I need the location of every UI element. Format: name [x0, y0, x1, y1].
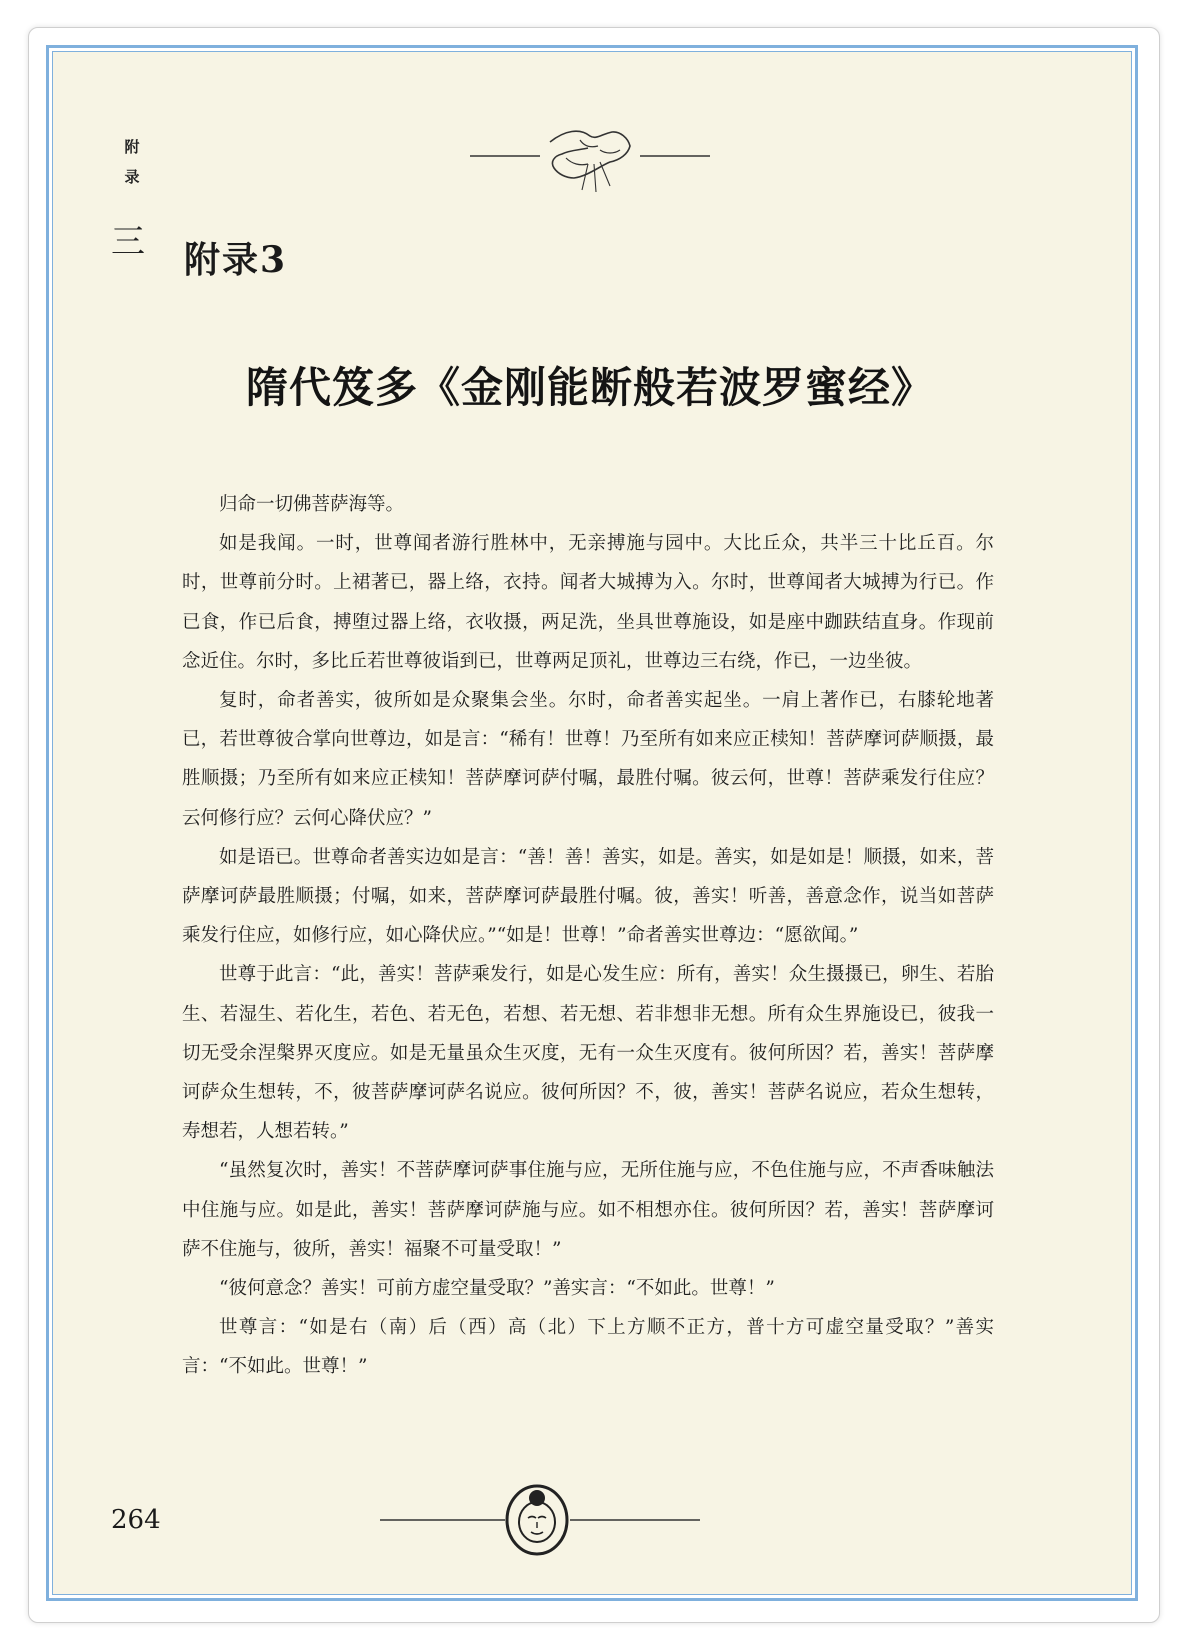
- body-text: [182, 485, 994, 1387]
- ornament-hands-icon: [470, 120, 710, 200]
- page-title: 隋代笈多《金刚能断般若波罗蜜经》: [245, 363, 934, 412]
- paragraph: 如是我闻。一时，世尊闻者游行胜林中，无亲搏施与园中。大比丘众，共半三十比丘百。尔时，世尊前分时。上裙著已，器上络，衣持。闻者大城搏为入。尔时，世尊闻者大城搏为行已。作已食，作已后食，搏堕过器上络，衣收摄，两足洗，坐具世尊施设，如是座中跏趺结直身。作现前念近住。尔时，多比丘若世尊彼诣到已，世尊两足顶礼，世尊边三右绕，作已，一边坐彼。: [182, 533, 994, 672]
- paragraph: 归命一切佛菩萨海等。: [219, 494, 405, 515]
- paragraph: 世尊于此言：“此，善实！菩萨乘发行，如是心发生应：所有，善实！众生摄摄已，卵生、若胎生、若湿生、若化生，若色、若无色，若想、若无想、若非想非无想。所有众生界施设已，彼我一切无受余涅槃界灭度应。如是无量虽众生灭度，无有一众生灭度有。彼何所因？若，善实！菩萨摩诃萨众生想转，不，彼菩萨摩诃萨名说应。彼何所因？不，彼，善实！菩萨名说应，若众生想转，寿想若，人想若转。”: [182, 964, 994, 1143]
- appendix-heading: 附录3: [184, 239, 288, 281]
- side-section-number: 三: [111, 222, 145, 262]
- paragraph: 世尊言：“如是右（南）后（西）高（北）下上方顺不正方，普十方可虚空量受取？”善实言：“不如此。世尊！”: [182, 1317, 994, 1378]
- paragraph: 复时，命者善实，彼所如是众聚集会坐。尔时，命者善实起坐。一肩上著作已，右膝轮地著已，若世尊彼合掌向世尊边，如是言：“稀有！世尊！乃至所有如来应正椟知！菩萨摩诃萨顺摄，最胜顺摄；乃至所有如来应正椟知！菩萨摩诃萨付嘱，最胜付嘱。彼云何，世尊！菩萨乘发行住应？云何修行应？云何心降伏应？”: [182, 690, 994, 829]
- ornament-buddha-face-icon: [380, 1480, 800, 1560]
- paragraph: “虽然复次时，善实！不菩萨摩诃萨事住施与应，无所住施与应，不色住施与应，不声香味触法中住施与应。如是此，善实！菩萨摩诃萨施与应。如不相想亦住。彼何所因？若，善实！菩萨摩诃萨不住施与，彼所，善实！福聚不可量受取！”: [182, 1160, 994, 1260]
- side-label-char-1: 附: [124, 138, 140, 156]
- side-label-char-2: 录: [124, 168, 140, 186]
- page-number: 264: [111, 1505, 161, 1535]
- paragraph: 如是语已。世尊命者善实边如是言：“善！善！善实，如是。善实，如是如是！顺摄，如来，菩萨摩诃萨最胜顺摄；付嘱，如来，菩萨摩诃萨最胜付嘱。彼，善实！听善，善意念作，说当如菩萨乘发行住应，如修行应，如心降伏应。”“如是！世尊！”命者善实世尊边：“愿欲闻。”: [182, 846, 994, 947]
- paragraph: “彼何意念？善实！可前方虚空量受取？”善实言：“不如此。世尊！”: [219, 1278, 775, 1300]
- side-label: [120, 132, 144, 192]
